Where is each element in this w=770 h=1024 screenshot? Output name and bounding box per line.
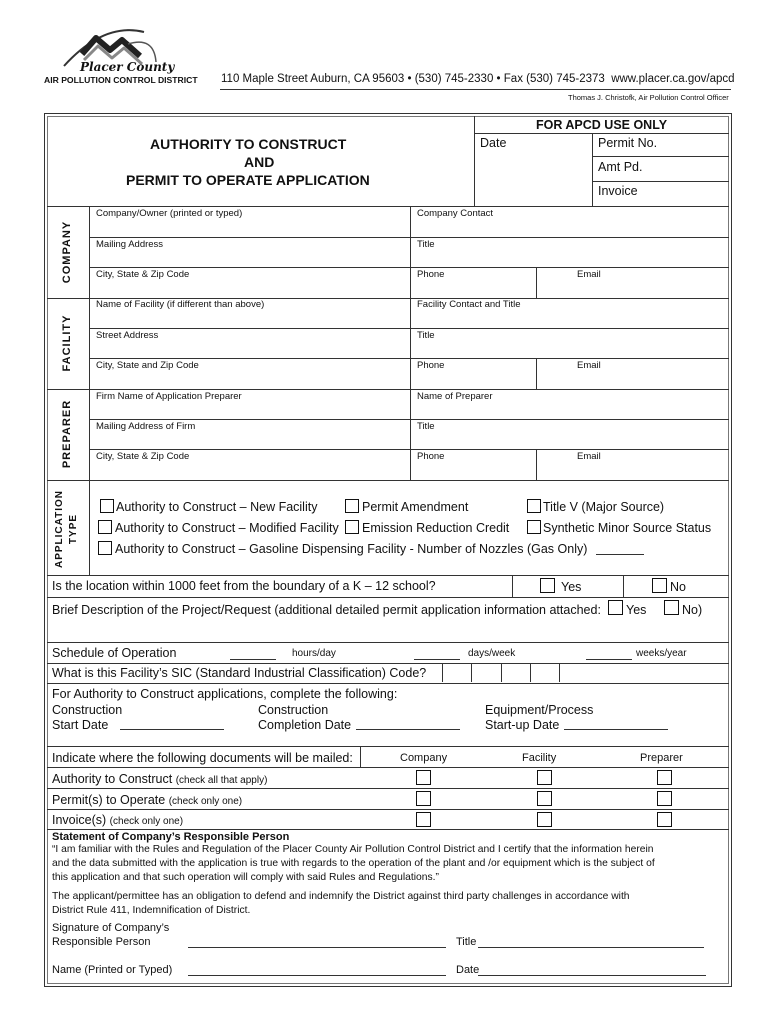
logo-district-name: AIR POLLUTION CONTROL DISTRICT <box>44 75 198 85</box>
section-label-preparer: PREPARER <box>61 399 73 469</box>
apcd-date-label: Date <box>480 136 507 150</box>
checkbox-invoice-facility[interactable] <box>537 812 552 827</box>
checkbox-invoice-preparer[interactable] <box>657 812 672 827</box>
startup-label-l2: Start-up Date <box>485 718 560 732</box>
checkbox-new-facility[interactable] <box>100 499 114 513</box>
preparer-phone-label[interactable]: Phone <box>417 451 445 462</box>
school-yes-label: Yes <box>561 580 582 594</box>
address-text: 110 Maple Street Auburn, CA 95603 <box>221 73 405 85</box>
apcd-heading: FOR APCD USE ONLY <box>536 118 668 132</box>
weeks-per-year-label: weeks/year <box>636 648 687 659</box>
days-per-week-field[interactable] <box>414 659 460 660</box>
checkbox-permit-amendment[interactable] <box>345 499 359 513</box>
application-type-line2: TYPE <box>68 513 79 545</box>
preparer-firm-label[interactable]: Firm Name of Application Preparer <box>96 391 242 402</box>
section-label-company: COMPANY <box>61 220 73 284</box>
statement-heading: Statement of Company’s Responsible Person <box>52 831 290 843</box>
company-phone-label[interactable]: Phone <box>417 269 445 280</box>
preparer-name-label[interactable]: Name of Preparer <box>417 391 493 402</box>
checkbox-emission-reduction-credit[interactable] <box>345 520 359 534</box>
checkbox-synthetic-minor[interactable] <box>527 520 541 534</box>
application-type-line1: APPLICATION <box>54 489 65 569</box>
facility-name-label[interactable]: Name of Facility (if different than above) <box>96 299 265 310</box>
company-city-label[interactable]: City, State & Zip Code <box>96 269 190 280</box>
mailing-col-company: Company <box>400 752 448 764</box>
officer-name: Thomas J. Christofk, Air Pollution Control Officer <box>568 93 729 102</box>
fax-text: Fax (530) 745-2373 <box>503 73 605 85</box>
nozzles-count-field[interactable] <box>596 554 644 555</box>
mailing-invoice-note: (check only one) <box>109 816 184 827</box>
checkbox-invoice-company[interactable] <box>416 812 431 827</box>
checkbox-gasoline-dispensing[interactable] <box>98 541 112 555</box>
header-rule <box>220 89 731 90</box>
facility-phone-label[interactable]: Phone <box>417 360 445 371</box>
company-mailing-label[interactable]: Mailing Address <box>96 239 164 250</box>
mailing-atc-row <box>52 772 267 786</box>
apcd-invoice-label: Invoice <box>598 184 638 198</box>
gasoline-dispensing-label: Authority to Construct – Gasoline Dispensing Facility - Number of Nozzles (Gas Only) <box>115 542 588 556</box>
checkbox-pto-facility[interactable] <box>537 791 552 806</box>
hours-per-day-field[interactable] <box>230 659 276 660</box>
mailing-pto-label: Permit(s) to Operate <box>52 793 166 807</box>
mailing-atc-label: Authority to Construct <box>52 772 173 786</box>
statement-para2-line2: District Rule 411, Indemnification of District. <box>52 905 251 916</box>
construction-start-field[interactable] <box>120 729 224 730</box>
checkbox-title-v[interactable] <box>527 499 541 513</box>
schedule-label: Schedule of Operation <box>52 646 177 660</box>
date-label: Date <box>456 964 480 976</box>
printed-name-label: Name (Printed or Typed) <box>52 964 173 976</box>
startup-date-field[interactable] <box>564 729 668 730</box>
emission-reduction-credit-label: Emission Reduction Credit <box>362 521 510 535</box>
description-yes-label: Yes <box>626 603 647 617</box>
website-link[interactable]: www.placer.ca.gov/apcd <box>611 73 735 85</box>
description-no-label: No) <box>682 603 703 617</box>
statement-para1-line1: “I am familiar with the Rules and Regulation of the Placer County Air Pollution Control District and I certify that the information herein <box>52 844 654 855</box>
mailing-invoice-label: Invoice(s) <box>52 813 107 827</box>
printed-name-field[interactable] <box>188 975 446 976</box>
checkbox-atc-facility[interactable] <box>537 770 552 785</box>
checkbox-atc-company[interactable] <box>416 770 431 785</box>
signature-label-l2: Responsible Person <box>52 936 151 948</box>
mailing-pto-note: (check only one) <box>168 796 243 807</box>
mailing-invoice-row <box>52 813 183 827</box>
synthetic-minor-label: Synthetic Minor Source Status <box>543 521 712 535</box>
bullet-icon: • <box>404 73 415 85</box>
company-title-label[interactable]: Title <box>417 239 435 250</box>
date-field[interactable] <box>478 975 706 976</box>
checkbox-description-yes[interactable] <box>608 600 623 615</box>
checkbox-pto-company[interactable] <box>416 791 431 806</box>
apcd-permit-no-label: Permit No. <box>598 136 658 150</box>
preparer-email-label[interactable]: Email <box>577 451 601 462</box>
construction-completion-field[interactable] <box>356 729 460 730</box>
construction-start-label-l2: Start Date <box>52 718 109 732</box>
description-label: Brief Description of the Project/Request (additional detailed permit application information attached: <box>52 603 601 617</box>
company-owner-label[interactable]: Company/Owner (printed or typed) <box>96 208 243 219</box>
statement-para1-line3: this application and that such operation will comply with said Rules and Regulations.” <box>52 872 439 883</box>
facility-contact-label[interactable]: Facility Contact and Title <box>417 299 521 310</box>
statement-para1-line2: and the data submitted with the application is true with regards to the operation of the plant and /or equipment which is the subject of <box>52 858 655 869</box>
weeks-per-year-field[interactable] <box>586 659 632 660</box>
preparer-mailing-label[interactable]: Mailing Address of Firm <box>96 421 196 432</box>
logo-county-name: Placer County <box>80 60 175 74</box>
checkbox-modified-facility[interactable] <box>98 520 112 534</box>
statement-para2-line1: The applicant/permittee has an obligation to defend and indemnify the District against third party challenges in accordance with <box>52 891 630 902</box>
company-contact-label[interactable]: Company Contact <box>417 208 494 219</box>
facility-email-label[interactable]: Email <box>577 360 601 371</box>
school-no-label: No <box>670 580 686 594</box>
modified-facility-label: Authority to Construct – Modified Facility <box>115 521 339 535</box>
phone-text: (530) 745-2330 <box>414 73 494 85</box>
apcd-box-left <box>474 116 475 207</box>
company-email-label[interactable]: Email <box>577 269 601 280</box>
checkbox-description-no[interactable] <box>664 600 679 615</box>
facility-city-label[interactable]: City, State and Zip Code <box>96 360 199 371</box>
mailing-col-facility: Facility <box>522 752 557 764</box>
hours-per-day-label: hours/day <box>292 648 336 659</box>
preparer-city-label[interactable]: City, State & Zip Code <box>96 451 190 462</box>
signature-label-l1: Signature of Company’s <box>52 922 170 934</box>
logo <box>44 14 204 90</box>
section-label-facility: FACILITY <box>61 314 73 372</box>
facility-street-label[interactable]: Street Address <box>96 330 159 341</box>
checkbox-pto-preparer[interactable] <box>657 791 672 806</box>
construction-completion-label-l1: Construction <box>258 703 329 717</box>
sic-question: What is this Facility’s SIC (Standard Industrial Classification) Code? <box>52 666 427 680</box>
checkbox-atc-preparer[interactable] <box>657 770 672 785</box>
mailing-pto-row <box>52 793 242 807</box>
section-label-application-type <box>53 477 83 581</box>
form-title-line3: PERMIT TO OPERATE APPLICATION <box>126 172 370 188</box>
sic-code-boxes[interactable] <box>442 663 560 682</box>
form-title-line1: AUTHORITY TO CONSTRUCT <box>150 136 347 152</box>
days-per-week-label: days/week <box>468 648 516 659</box>
facility-title-label[interactable]: Title <box>417 330 435 341</box>
startup-label-l1: Equipment/Process <box>485 703 594 717</box>
apcd-amt-pd-label: Amt Pd. <box>598 160 643 174</box>
permit-amendment-label: Permit Amendment <box>362 500 469 514</box>
preparer-title-label[interactable]: Title <box>417 421 435 432</box>
checkbox-school-no[interactable] <box>652 578 667 593</box>
mailing-col-preparer: Preparer <box>640 752 683 764</box>
signature-field[interactable] <box>188 947 446 948</box>
signature-title-label: Title <box>456 936 477 948</box>
signature-title-field[interactable] <box>478 947 704 948</box>
construction-start-label-l1: Construction <box>52 703 123 717</box>
construction-completion-label-l2: Completion Date <box>258 718 352 732</box>
form-title-line2: AND <box>244 154 275 170</box>
checkbox-school-yes[interactable] <box>540 578 555 593</box>
mailing-question: Indicate where the following documents will be mailed: <box>52 751 353 765</box>
bullet-icon: • <box>493 73 504 85</box>
mailing-atc-note: (check all that apply) <box>175 775 268 786</box>
school-question: Is the location within 1000 feet from the boundary of a K – 12 school? <box>52 579 436 593</box>
title-v-label: Title V (Major Source) <box>543 500 665 514</box>
new-facility-label: Authority to Construct – New Facility <box>116 500 318 514</box>
construction-intro: For Authority to Construct applications, complete the following: <box>52 687 398 701</box>
header-address <box>221 73 735 85</box>
section-column-divider <box>89 206 90 575</box>
